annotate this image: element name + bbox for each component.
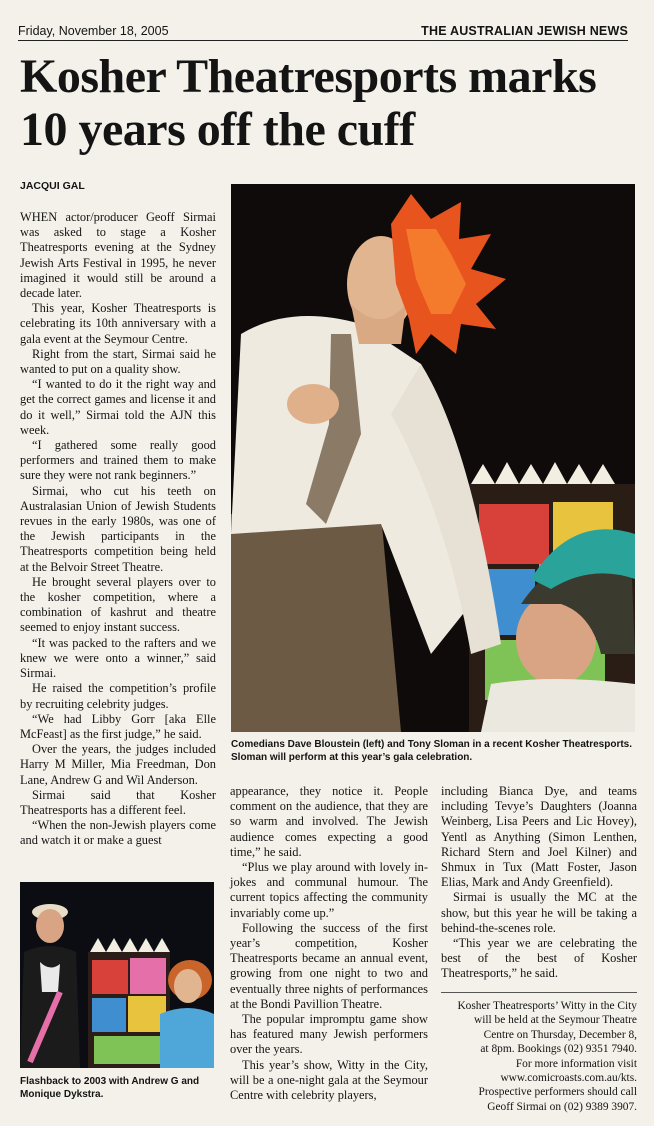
article-column-1 [20, 210, 216, 849]
event-info-box [441, 992, 637, 1114]
article-paragraph: WHEN actor/producer Geoff Sirmai was asked to stage a Kosher Theatresports evening at the Sydney Jewish Arts Festival in 1995, he never imagined it would still be around a decade later. [20, 210, 216, 301]
article-paragraph: “We had Libby Gorr [aka Elle McFeast] as the first judge,” he said. [20, 711, 216, 741]
headline-line-2: 10 years off the cuff [20, 103, 415, 156]
article-paragraph: Sirmai is usually the MC at the show, but this year he will be taking a behind-the-scenes role. [441, 890, 637, 935]
info-line: www.comicroasts.com.au/kts. [500, 1072, 637, 1085]
main-photo-caption: Comedians Dave Bloustein (left) and Tony Sloman in a recent Kosher Theatresports. Sloman will perform at this year’s gala celebration. [231, 739, 633, 763]
article-paragraph: Over the years, the judges included Harry M Miller, Mia Freedman, Don Lane, Andrew G and Wil Anderson. [20, 742, 216, 787]
byline: JACQUI GAL [20, 180, 85, 192]
flashback-photo-caption: Flashback to 2003 with Andrew G and Monique Dykstra. [20, 1076, 200, 1100]
info-line: For more information visit [515, 1057, 637, 1070]
article-paragraph: This year’s show, Witty in the City, will be a one-night gala at the Seymour Centre with celebrity players, [230, 1057, 428, 1103]
article-paragraph: “It was packed to the rafters and we knew we were onto a winner,” said Sirmai. [20, 635, 216, 681]
article-paragraph: This year, Kosher Theatresports is celebrating its 10th anniversary with a gala event at the Seymour Centre. [20, 301, 216, 346]
flashback-stage-illustration [20, 882, 214, 1068]
article-paragraph: appearance, they notice it. People comment on the audience, that they are so warm and involved. The Jewish audience comes expecting a good time,” he said. [230, 784, 428, 859]
article-paragraph: “This year we are celebrating the best of the best of Kosher Theatresports,” he said. [441, 936, 637, 981]
article-paragraph: Right from the start, Sirmai said he wanted to put on a quality show. [20, 346, 216, 377]
publication-name: THE AUSTRALIAN JEWISH NEWS [421, 24, 628, 38]
article-paragraph: Sirmai said that Kosher Theatresports has a different feel. [20, 787, 216, 817]
article-paragraph: “Plus we play around with lovely in-jokes and communal humour. The current topics affecting the community invariably come up.” [230, 860, 428, 920]
info-line: will be held at the Seymour Theatre [473, 1014, 637, 1027]
article-paragraph: Sirmai, who cut his teeth on Australasian Union of Jewish Students revues in the early 1980s, was one of the Jewish participants in the Theatresports competition being held at the Belvoir Street Theatre. [20, 483, 216, 574]
article-column-2 [230, 784, 428, 1103]
masthead [18, 18, 628, 41]
info-line: Kosher Theatresports’ Witty in the City [457, 1000, 637, 1012]
info-line: Geoff Sirmai on (02) 9389 3907. [487, 1100, 637, 1113]
article-paragraph: The popular impromptu game show has featured many Jewish performers over the years. [230, 1012, 428, 1057]
headline [20, 50, 620, 156]
article-paragraph: “I gathered some really good performers and trained them to make sure they were not rank beginners.” [20, 438, 216, 483]
article-column-3 [441, 784, 637, 982]
info-line: Centre on Thursday, December 8, [483, 1028, 637, 1041]
article-paragraph: Following the success of the first year’s competition, Kosher Theatresports became an annual event, growing from one night to two and eventually three nights of performances at the Bondi Pavillion Theatre. [230, 920, 428, 1011]
info-line: at 8pm. Bookings (02) 9351 7940. [480, 1043, 637, 1056]
article-paragraph: He brought several players over to the kosher competition, where a combination of kashrut and theatre seemed to enjoy instant success. [20, 574, 216, 635]
main-photo [231, 184, 635, 732]
article-paragraph: “I wanted to do it the right way and get the correct games and license it and do it well,” Sirmai told the AJN this week. [20, 377, 216, 437]
article-paragraph: He raised the competition’s profile by recruiting celebrity judges. [20, 681, 216, 711]
issue-date: Friday, November 18, 2005 [18, 24, 169, 38]
comedians-stage-illustration [231, 184, 635, 732]
headline-line-1: Kosher Theatresports marks [20, 50, 597, 103]
article-paragraph: “When the non-Jewish players come and watch it or make a guest [20, 818, 216, 848]
article-paragraph: including Bianca Dye, and teams including Tevye’s Daughters (Joanna Weinberg, Lisa Peers and Lic Hovey), Yentl as Anything (Simon Lenthen, Richard Stern and Joel Kilner) and Shmux in Tux (Matt Foster, Jason Elias, Mark and Andy Greenfield). [441, 784, 637, 890]
info-line: Prospective performers should call [478, 1086, 637, 1099]
flashback-photo [20, 882, 214, 1068]
